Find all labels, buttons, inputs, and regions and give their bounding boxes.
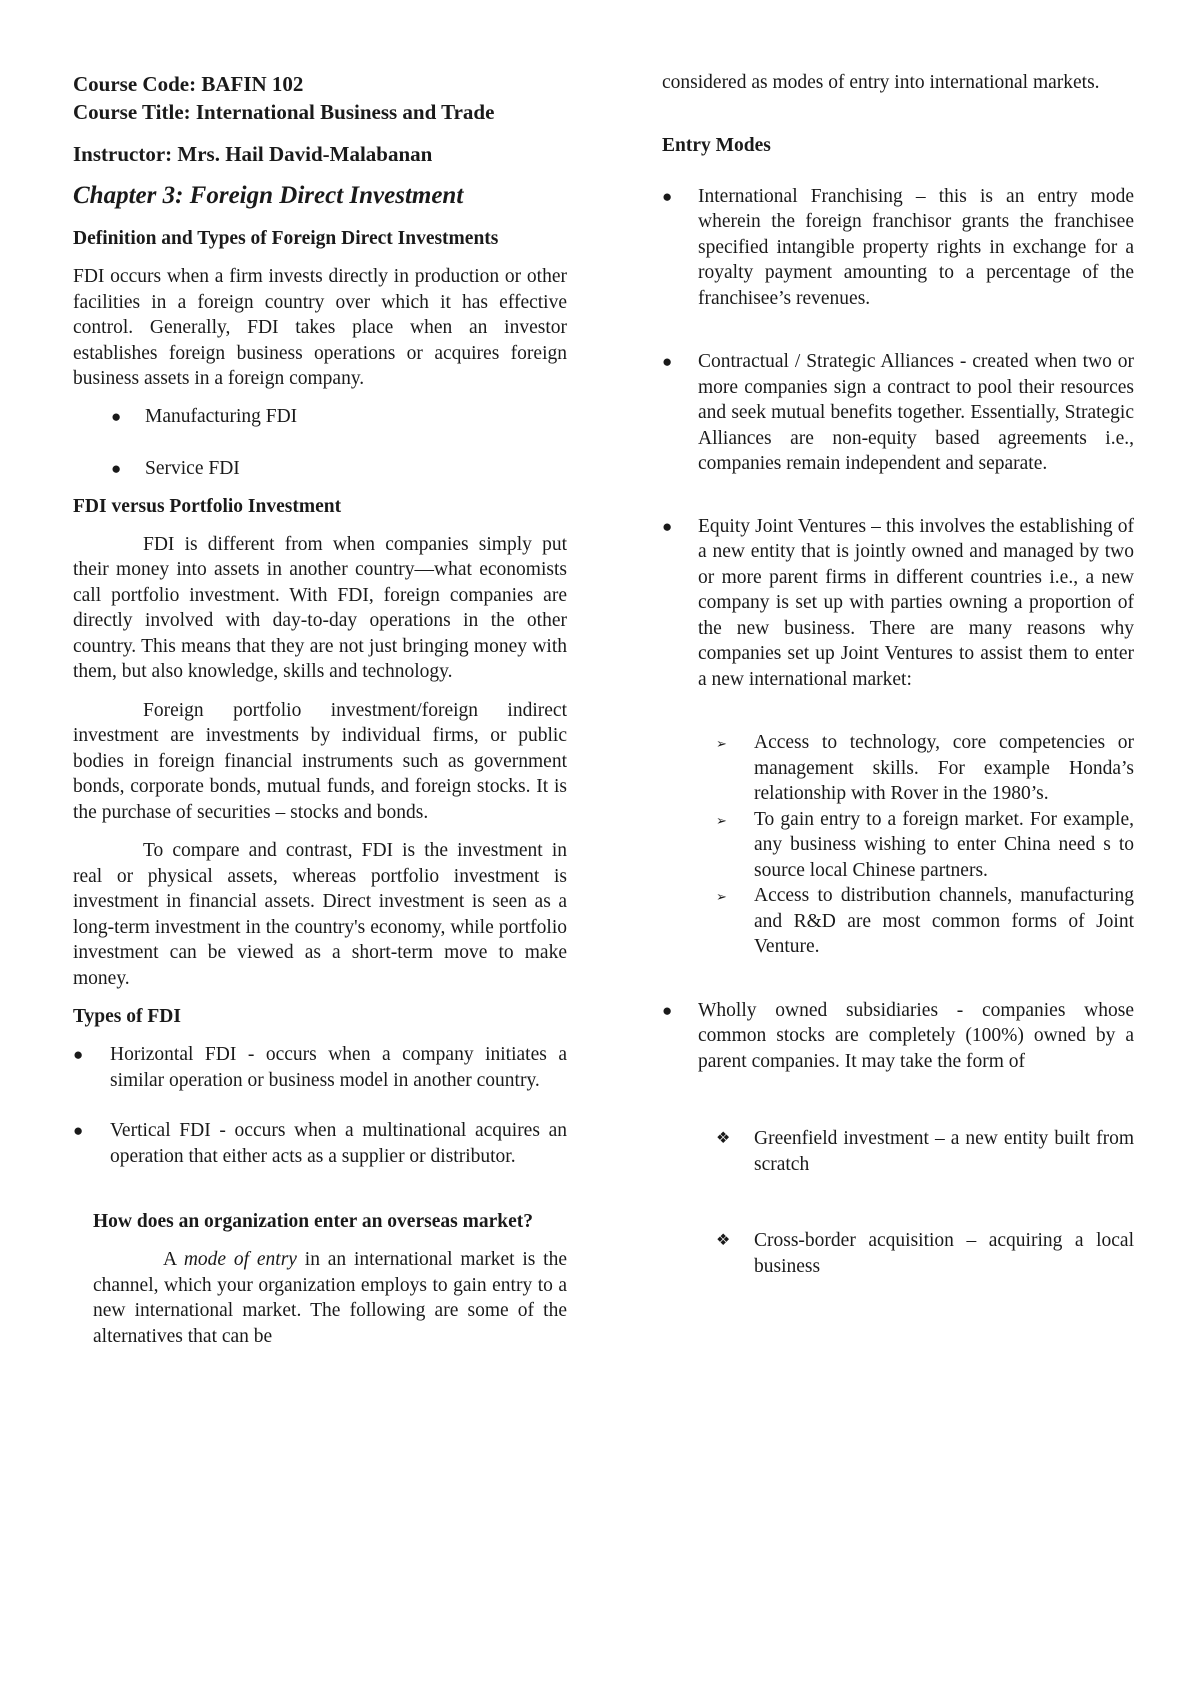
definition-heading: Definition and Types of Foreign Direct Investments [73,228,499,249]
left-column [73,70,567,1349]
list-item: ➢ To gain entry to a foreign market. For example, any business wishing to enter China need s to source local Chinese partners. [716,808,1134,881]
bullet-icon: ● [73,1121,84,1140]
bullet-icon: ● [662,186,673,206]
list-item: ● Vertical FDI - occurs when a multinational acquires an operation that either acts as a supplier or distributor. [73,1120,567,1167]
mode-of-entry-term: mode of entry [183,1249,297,1270]
mode-of-entry-paragraph: A mode of entry in an international market is the channel, which your organization employs to gain entry to a new international market. The following are some of the alternatives that can be [93,1249,567,1347]
list-item: ● Wholly owned subsidiaries - companies whose common stocks are completely (100%) owned by a parent companies. It may take the form of ❖ Greenfield investment – a new entity built from scratch ❖ Cross-border acquisition – acquiring a local business [662,998,1134,1280]
continuation-paragraph: considered as modes of entry into international markets. [662,72,1100,93]
overseas-heading: How does an organization enter an overseas market? [93,1211,533,1232]
entry-modes-heading: Entry Modes [662,134,771,156]
bullet-icon: ● [662,516,673,536]
arrow-bullet-icon: ➢ [716,889,727,904]
definition-paragraph: FDI occurs when a firm invests directly in production or other facilities in a foreign country over which it has effective control. Generally, FDI takes place when an investor establishes foreign business operations or acquires foreign business assets in a foreign company. [73,266,567,389]
arrow-bullet-icon: ➢ [716,812,727,828]
paragraph: To compare and contrast, FDI is the investment in real or physical assets, whereas portfolio investment is investment in financial assets. Direct investment is seen as a long-term investment in the country's economy, while portfolio investment can be viewed as a short-term move to make money. [73,840,567,989]
list-item: ● Contractual / Strategic Alliances - created when two or more companies sign a contract to pool their resources and seek mutual benefits together. Essentially, Strategic Alliances are non-equity based agreements i.e., companies remain independent and separate. [662,351,1134,474]
bullet-icon: ● [111,406,122,426]
course-code: Course Code: BAFIN 102 [73,72,304,96]
course-title: Course Title: International Business and Trade [73,100,495,124]
list-item: ● Manufacturing FDI [73,404,567,430]
list-item: ● International Franchising – this is an entry mode wherein the foreign franchisor grants the franchisee specified intangible property rights in exchange for a royalty payment amounting to a percentage of the franchisee’s revenues. [662,185,1134,309]
bullet-icon: ● [662,1000,673,1020]
right-column [662,70,1134,1279]
arrow-bullet-icon: ➢ [716,736,727,751]
diamond-bullet-icon: ❖ [716,1130,731,1147]
diamond-bullet-icon: ❖ [716,1232,731,1249]
fdi-types-list [73,404,567,482]
list-item: ❖ Cross-border acquisition – acquiring a local business [716,1230,1134,1277]
jv-reasons-list [716,730,1134,960]
list-item: ➢ Access to distribution channels, manufacturing and R&D are most common forms of Joint Venture. [716,885,1134,957]
paragraph: Foreign portfolio investment/foreign indirect investment are investments by individual firms, or public bodies in foreign financial instruments such as government bonds, corporate bonds, mutual funds, and foreign stocks. It is the purchase of securities – stocks and bonds. [73,699,567,823]
paragraph: FDI is different from when companies simply put their money into assets in another country—what economists call portfolio investment. With FDI, foreign companies are directly involved with day-to-day operations in the other country. This means that they are not just bringing money with them, but also knowledge, skills and technology. [73,533,567,682]
bullet-icon: ● [73,1045,84,1064]
list-item: ● Equity Joint Ventures – this involves the establishing of a new entity that is jointly owned and managed by two or more parent firms in different countries i.e., a new company is set up with parties owning a proportion of the new business. There are many reasons why companies set up Joint Ventures to assist them to enter a new international market: ➢ Access to technology, core competencies or management skills. For example Honda’s relationship with Rover in the 1980’s. ➢ To gain entry to a foreign market. For example, any business wishing to enter China need s to source local Chinese partners. ➢ Access to distribution channels, manufacturing and R&D are most common forms of Joint Venture. [662,514,1134,960]
types-of-fdi-list [73,1042,567,1169]
fdi-vs-portfolio-heading: FDI versus Portfolio Investment [73,495,342,517]
entry-modes-list [662,184,1134,1280]
list-item: ● Horizontal FDI - occurs when a company initiates a similar operation or business model in another country. [73,1044,567,1091]
bullet-icon: ● [662,352,673,371]
subsidiary-forms-list [716,1126,1134,1279]
instructor: Instructor: Mrs. Hail David-Malabanan [73,142,433,166]
overseas-block [93,1209,567,1349]
types-of-fdi-heading: Types of FDI [73,1006,181,1027]
chapter-title: Chapter 3: Foreign Direct Investment [73,182,464,209]
list-item: ● Service FDI [73,456,567,482]
bullet-icon: ● [111,459,122,478]
list-item: ❖ Greenfield investment – a new entity built from scratch [716,1128,1134,1175]
list-item: ➢ Access to technology, core competencies or management skills. For example Honda’s relationship with Rover in the 1980’s. [716,732,1134,804]
